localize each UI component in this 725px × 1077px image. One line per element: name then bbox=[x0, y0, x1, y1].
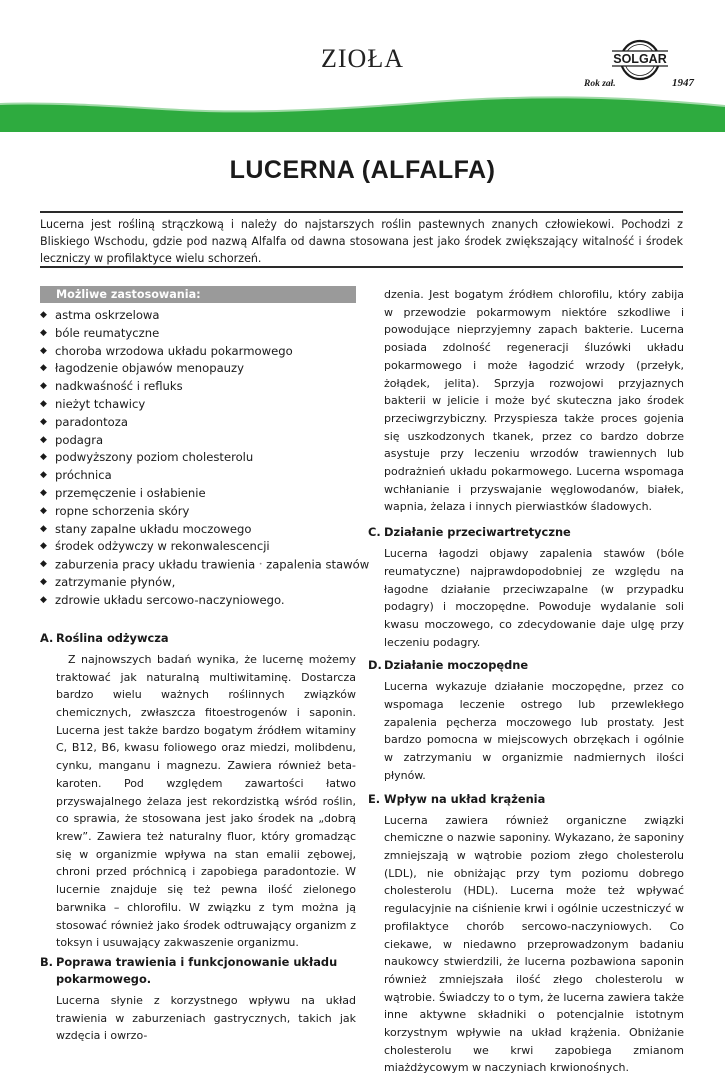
list-item: ◆ stany zapalne układu moczowego bbox=[40, 521, 356, 539]
list-item: ◆ przemęczenie i osłabienie bbox=[40, 485, 356, 503]
uses-list bbox=[40, 307, 370, 610]
page-title: LUCERNA (ALFALFA) bbox=[229, 156, 496, 184]
bottom-divider bbox=[40, 266, 683, 268]
section-text: Lucerna wykazuje działanie moczopędne, przez co wspomaga leczenie ostrego lub przewlekłego zapalenia pęcherza moczowego lub prostaty. Jest bardzo pomocna w miejscowych obrzękach i ogólnie w zatrzymaniu w organizmie nadmiernych ilości płynów. bbox=[384, 680, 684, 782]
list-item: ◆ bóle reumatyczne bbox=[40, 325, 356, 343]
list-item: ◆ podwyższony poziom cholesterolu bbox=[40, 449, 356, 467]
established-year: 1947 bbox=[672, 77, 694, 89]
section-c bbox=[368, 524, 684, 651]
list-item: ◆ próchnica bbox=[40, 467, 356, 485]
left-column bbox=[40, 286, 370, 1045]
section-title: Wpływ na układ krążenia bbox=[384, 791, 546, 806]
section-text: Lucerna słynie z korzystnego wpływu na układ trawienia w zaburzeniach gastrycznych, takich jak wzdęcia i owrzo- bbox=[56, 993, 356, 1043]
section-d bbox=[368, 657, 684, 784]
list-item: ◆ łagodzenie objawów menopauzy bbox=[40, 360, 356, 378]
section-text: Z najnowszych badań wynika, że lucernę możemy traktować jak naturalną multiwitaminę. Dostarcza bardzo wielu ważnych roślinnych związków chemicznych, zwłaszcza fitoestrogenów i saponin. Lucerna jest także bardzo bogatym źródłem witaminy C, B12, B6, kwasu foliowego oraz miedzi, molibdenu, cynku, manganu i magnezu. Zawiera również beta-karoten. Pod względem zawartości łatwo przyswajalnego żelaza jest rekordzistką wśród roślin, co sprawia, że stosowana jest jako środek na „dobrą krew”. Zawiera też naturalny fluor, który gromadząc się w organizmie wpływa na stan emalii zębowej, chroni przed próchnicą i zapobiega paradontozie. W lucernie znajduje się też pewna ilość zielonego barwnika – chlorofilu. W związku z tym można ją stosować również jako środek odtruwający organizm z toksyn i usuwający zakwaszenie organizmu. bbox=[56, 652, 356, 950]
list-item-text: zaburzenia pracy układu trawienia bbox=[55, 557, 256, 572]
section-b bbox=[40, 954, 356, 1045]
section-title: ZIOŁA bbox=[321, 44, 404, 73]
list-item bbox=[40, 556, 370, 574]
solgar-logo bbox=[582, 36, 697, 94]
section-text: Lucerna łagodzi objawy zapalenia stawów (bóle reumatyczne) najprawdopodobniej ze względu na łagodne działanie przeciwzapalne (w przypadku podagry) i moczopędne. Powoduje wydalanie soli kwasu moczowego, co zdecydowanie daje ulgę przy leczeniu podagry. bbox=[384, 547, 684, 649]
section-text: Lucerna zawiera również organiczne związki chemiczne o nazwie saponiny. Wykazano, że saponiny zmniejszają w wątrobie poziom złego cholesterolu (LDL), nie obniżając przy tym poziomu dobrego cholesterolu (HDL). Lucerna może też wpływać regulacyjnie na ciśnienie krwi i ogólnie uczestniczyć w profilaktyce chorób sercowo-naczyniowych. Co ciekawe, w niedawno przeprowadzonym badaniu naukowcy stwierdzili, że lucerna pozbawiona saponin również zmniejszała ilość złego cholesterolu w wątrobie. Świadczy to o tym, że lucerna zawiera także inne aktywne składniki o potencjalnie istotnym korzystnym wpływie na układ krążenia. Obniżanie cholesterolu we krwi zapobiega zmianom miażdżycowym w naczyniach krwionośnych. bbox=[384, 813, 684, 1075]
brand-name: SOLGAR bbox=[613, 52, 667, 66]
section-letter: A. bbox=[40, 630, 54, 645]
section-e bbox=[368, 791, 684, 1077]
section-title: Działanie moczopędne bbox=[384, 658, 529, 673]
list-item: ◆ podagra bbox=[40, 432, 356, 450]
list-item: ◆ ropne schorzenia skóry bbox=[40, 503, 356, 521]
list-item: ◆ zatrzymanie płynów, bbox=[40, 574, 356, 592]
list-item: ◆ astma oskrzelowa bbox=[40, 307, 356, 325]
bullet-separator: • bbox=[258, 561, 263, 569]
list-item: ◆ środek odżywczy w rekonwalescencji bbox=[40, 538, 356, 556]
section-letter: C. bbox=[368, 525, 381, 540]
uses-header: Możliwe zastosowania: bbox=[40, 286, 356, 303]
list-item: ◆ choroba wrzodowa układu pokarmowego bbox=[40, 343, 356, 361]
section-letter: D. bbox=[368, 658, 382, 673]
list-item-extra: zapalenia stawów bbox=[266, 557, 370, 572]
intro-paragraph: Lucerna jest rośliną strączkową i należy do najstarszych roślin pastewnych znanych człowiekowi. Pochodzi z Bliskiego Wschodu, gdzie pod nazwą Alfalfa od dawna stosowana jest jako środek zwiększający witalność i środek leczniczy w profilaktyce wielu schorzeń. bbox=[40, 218, 683, 265]
section-title: Poprawa trawienia i funkcjonowanie układu pokarmowego. bbox=[56, 954, 338, 986]
list-item: ◆ zdrowie układu sercowo-naczyniowego. bbox=[40, 592, 356, 610]
section-b-continued: dzenia. Jest bogatym źródłem chlorofilu, który zabija w przewodzie pokarmowym niektóre szkodliwe i powodujące nieprzyjemny zapach bakterie. Lucerna posiada zdolność regeneracji śluzówki układu pokarmowego i może łagodzić wrzody (przełyk, żołądek, jelita). Sprzyja rozwojowi przyjaznych bakterii w jelicie i może być skuteczna jako środek przeciwgrzybiczny. Przyspiesza także proces gojenia się uszkodzonych tkanek, przez co bardzo dobrze asystuje przy leczeniu wrzodów trawiennych lub podrażnień układu pokarmowego. Lucerna wspomaga wchłanianie i przyswajanie węglowodanów, białek, wapnia, żelaza i innych pierwiastków śladowych. bbox=[384, 288, 684, 514]
green-wave-band bbox=[0, 96, 725, 132]
list-item: ◆ nieżyt tchawicy bbox=[40, 396, 356, 414]
established-label: Rok zał. bbox=[584, 79, 616, 89]
list-item: ◆ paradontoza bbox=[40, 414, 356, 432]
section-letter: B. bbox=[40, 954, 54, 969]
list-item: ◆ nadkwaśność i refluks bbox=[40, 378, 356, 396]
section-a bbox=[40, 630, 356, 952]
right-column bbox=[368, 286, 684, 1077]
section-title: Roślina odżywcza bbox=[56, 630, 169, 645]
top-divider bbox=[40, 211, 683, 213]
section-title: Działanie przeciwartretyczne bbox=[384, 525, 571, 540]
section-letter: E. bbox=[368, 791, 381, 806]
